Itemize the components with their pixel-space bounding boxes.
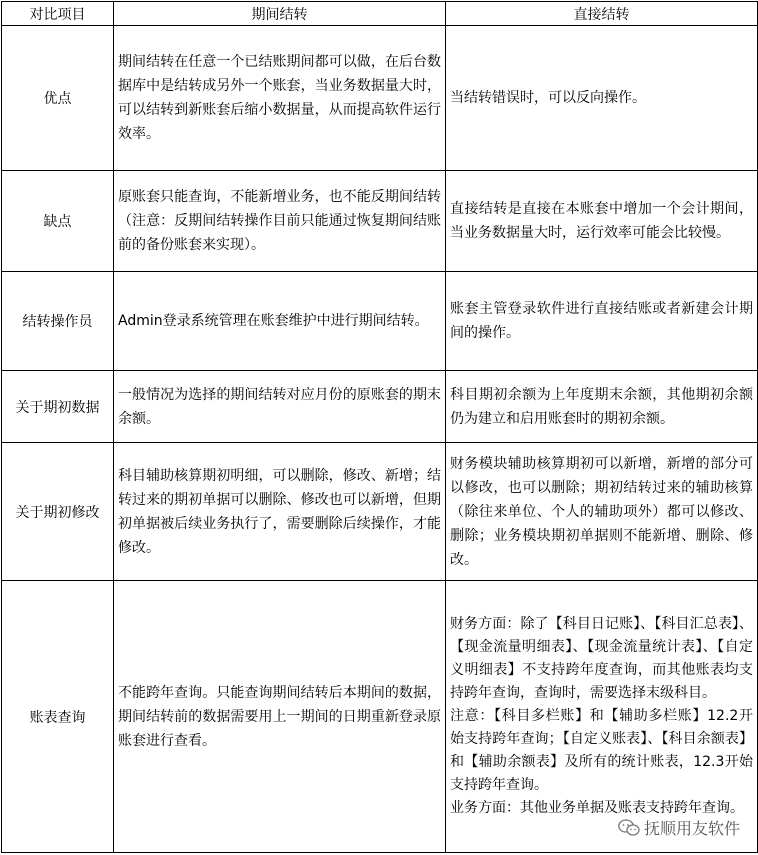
- watermark-text: 抚顺用友软件: [643, 819, 740, 838]
- cell-text: 当结转错误时，可以反向操作。: [450, 90, 646, 106]
- cell-text: 科目期初余额为上年度期末余额，其他期初余额仍为建立和启用账套时的期初余额。: [450, 386, 753, 427]
- header-period-transfer: 期间结转: [114, 2, 446, 26]
- period-cell: [114, 371, 446, 443]
- cell-text: 一般情况为选择的期间结转对应月份的原账套的期末余额。: [118, 386, 441, 427]
- period-cell: [114, 26, 446, 171]
- period-cell: [114, 443, 446, 581]
- cell-text: Admin登录系统管理在账套维护中进行期间结转。: [118, 313, 429, 329]
- row-label: 关于期初修改: [2, 443, 114, 581]
- header-row: [2, 2, 758, 26]
- row-operator: [2, 272, 758, 371]
- period-cell: [114, 581, 446, 853]
- finance-note: 财务方面：除了【科目日记账】、【科目汇总表】、【现金流量明细表】、【现金流量统计表】、【自定义明细表】不支持跨年度查询，而其他账表均支持跨年查询，查询时，需要选择末级科目。: [450, 616, 753, 701]
- period-cell: [114, 171, 446, 272]
- wechat-icon: [618, 819, 640, 837]
- cell-text: 期间结转在任意一个已结账期间都可以做，在后台数据库中是结转成另外一个账套，当业务数据量大时，可以结转到新账套后缩小数据量，从而提高软件运行效率。: [118, 54, 441, 142]
- period-cell: [114, 272, 446, 371]
- direct-cell: [446, 171, 758, 272]
- direct-cell: [446, 26, 758, 171]
- row-opening-data: [2, 371, 758, 443]
- row-label: 优点: [2, 26, 114, 171]
- cell-text: 原账套只能查询，不能新增业务，也不能反期间结转（注意：反期间结转操作目前只能通过恢复期间结账前的备份账套来实现）。: [118, 189, 441, 253]
- cell-text: 直接结转是直接在本账套中增加一个会计期间，当业务数据量大时，运行效率可能会比较慢。: [450, 201, 753, 241]
- cell-text: 科目辅助核算期初明细，可以删除，修改、新增；结转过来的期初单据可以删除、修改也可以新增，但期初单据被后续业务执行了，需要删除后续操作，才能修改。: [118, 467, 441, 556]
- direct-cell: [446, 443, 758, 581]
- row-opening-modification: [2, 443, 758, 581]
- row-label: 结转操作员: [2, 272, 114, 371]
- row-label: 关于期初数据: [2, 371, 114, 443]
- direct-cell: [446, 272, 758, 371]
- cell-text: 不能跨年查询。只能查询期间结转后本期间的数据，期间结转前的数据需要用上一期间的日期重新登录原账套进行查看。: [118, 684, 441, 749]
- row-advantages: [2, 26, 758, 171]
- watermark: [618, 816, 740, 839]
- row-label: 缺点: [2, 171, 114, 272]
- row-label: 账表查询: [2, 581, 114, 853]
- header-direct-transfer: 直接结转: [446, 2, 758, 26]
- row-report-query: [2, 581, 758, 853]
- version-note: 注意：【科目多栏账】和【辅助多栏账】12.2开始支持跨年查询；【自定义账表】、【科目余额表】和【辅助余额表】及所有的统计账表，12.3开始支持跨年查询。: [450, 708, 753, 793]
- row-disadvantages: [2, 171, 758, 272]
- business-note: 业务方面：其他业务单据及账表支持跨年查询。: [450, 800, 744, 816]
- direct-cell: [446, 371, 758, 443]
- comparison-table: [1, 1, 758, 853]
- cell-text: 财务模块辅助核算期初可以新增，新增的部分可以修改，也可以删除；期初结转过来的辅助核算（除往来单位、个人的辅助项外）都可以修改、删除；业务模块期初单据则不能新增、删除、修改。: [450, 455, 753, 568]
- direct-cell: [446, 581, 758, 853]
- header-item: 对比项目: [2, 2, 114, 26]
- cell-text: 账套主管登录软件进行直接结账或者新建会计期间的操作。: [450, 301, 753, 341]
